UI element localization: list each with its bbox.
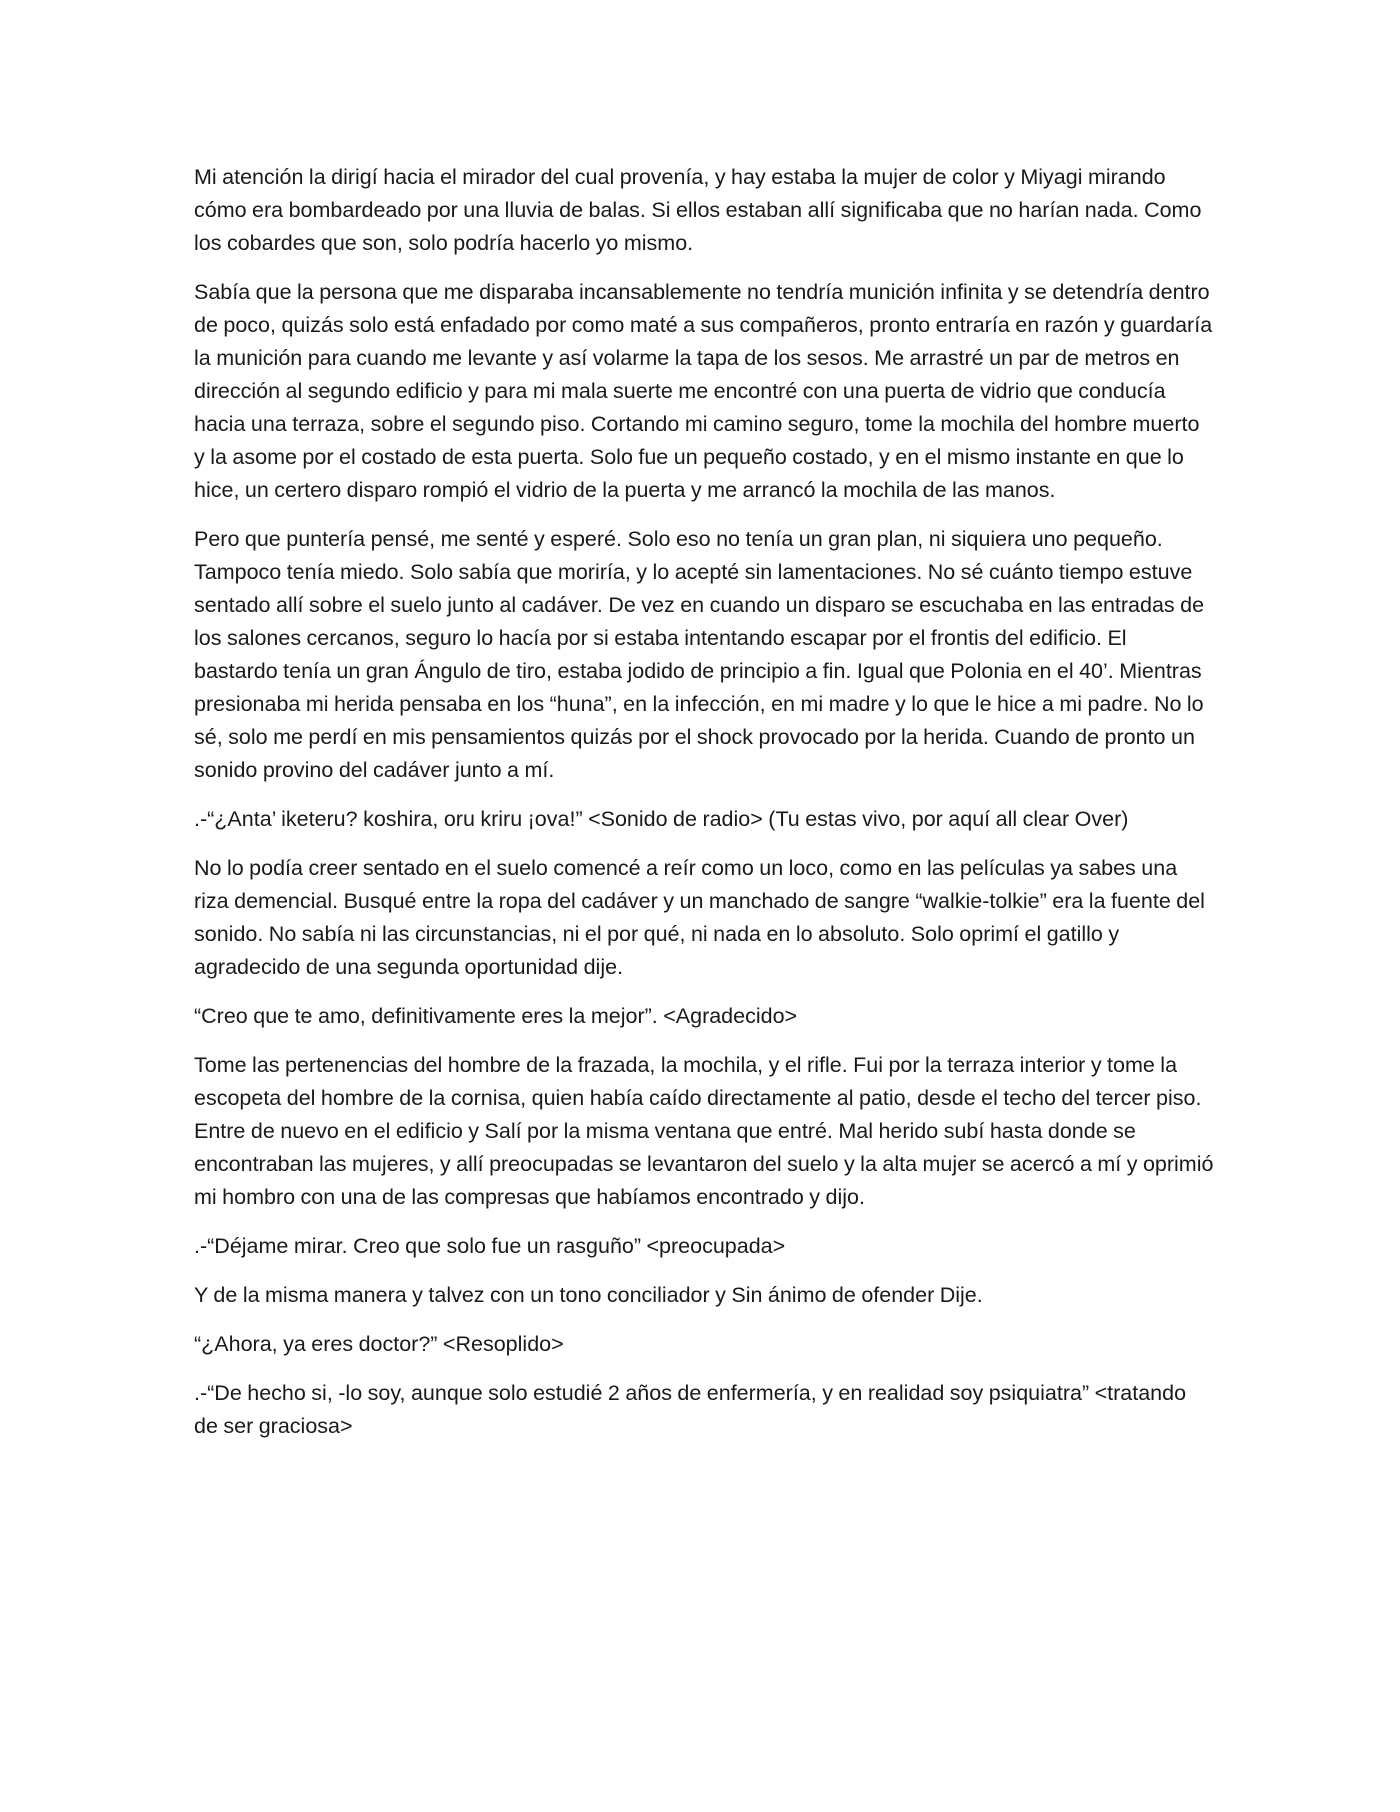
paragraph-3: Pero que puntería pensé, me senté y esperé. Solo eso no tenía un gran plan, ni siquiera uno pequeño. Tampoco tenía miedo. Solo sabía que moriría, y lo acepté sin lamentaciones. No sé cuánto tiempo estuve sentado allí sobre el suelo junto al cadáver. De vez en cuando un disparo se escuchaba en las entradas de los salones cercanos, seguro lo hacía por si estaba intentando escapar por el frontis del edificio. El bastardo tenía un gran Ángulo de tiro, estaba jodido de principio a fin. Igual que Polonia en el 40’. Mientras presionaba mi herida pensaba en los “huna”, en la infección, en mi madre y lo que le hice a mi padre. No lo sé, solo me perdí en mis pensamientos quizás por el shock provocado por la herida. Cuando de pronto un sonido provino del cadáver junto a mí. (194, 527, 1205, 782)
paragraph-11: .-“De hecho si, -lo soy, aunque solo estudié 2 años de enfermería, y en realidad soy psiquiatra” <tratando de ser graciosa> (194, 1381, 1187, 1438)
document-body (194, 161, 1214, 1459)
paragraph-6: “Creo que te amo, definitivamente eres la mejor”. <Agradecido> (194, 1004, 798, 1028)
paragraph-2: Sabía que la persona que me disparaba incansablemente no tendría munición infinita y se detendría dentro de poco, quizás solo está enfadado por como maté a sus compañeros, pronto entraría en razón y guardaría la munición para cuando me levante y así volarme la tapa de los sesos. Me arrastré un par de metros en dirección al segundo edificio y para mi mala suerte me encontré con una puerta de vidrio que conducía hacia una terraza, sobre el segundo piso. Cortando mi camino seguro, tome la mochila del hombre muerto y la asome por el costado de esta puerta. Solo fue un pequeño costado, y en el mismo instante en que lo hice, un certero disparo rompió el vidrio de la puerta y me arrancó la mochila de las manos. (194, 280, 1213, 502)
paragraph-5: No lo podía creer sentado en el suelo comencé a reír como un loco, como en las películas ya sabes una riza demencial. Busqué entre la ropa del cadáver y un manchado de sangre “walkie-tolkie” era la fuente del sonido. No sabía ni las circunstancias, ni el por qué, ni nada en lo absoluto. Solo oprimí el gatillo y agradecido de una segunda oportunidad dije. (194, 856, 1205, 979)
paragraph-4: .-“¿Anta’ iketeru? koshira, oru kriru ¡ova!” <Sonido de radio> (Tu estas vivo, por aquí all clear Over) (194, 807, 1129, 831)
paragraph-7: Tome las pertenencias del hombre de la frazada, la mochila, y el rifle. Fui por la terraza interior y tome la escopeta del hombre de la cornisa, quien había caído directamente al patio, desde el techo del tercer piso. Entre de nuevo en el edificio y Salí por la misma ventana que entré. Mal herido subí hasta donde se encontraban las mujeres, y allí preocupadas se levantaron del suelo y la alta mujer se acercó a mí y oprimió mi hombro con una de las compresas que habíamos encontrado y dijo. (194, 1053, 1214, 1209)
paragraph-8: .-“Déjame mirar. Creo que solo fue un rasguño” <preocupada> (194, 1234, 786, 1258)
paragraph-9: Y de la misma manera y talvez con un tono conciliador y Sin ánimo de ofender Dije. (194, 1283, 983, 1307)
paragraph-10: “¿Ahora, ya eres doctor?” <Resoplido> (194, 1332, 564, 1356)
paragraph-1: Mi atención la dirigí hacia el mirador del cual provenía, y hay estaba la mujer de color y Miyagi mirando cómo era bombardeado por una lluvia de balas. Si ellos estaban allí significaba que no harían nada. Como los cobardes que son, solo podría hacerlo yo mismo. (194, 165, 1202, 255)
